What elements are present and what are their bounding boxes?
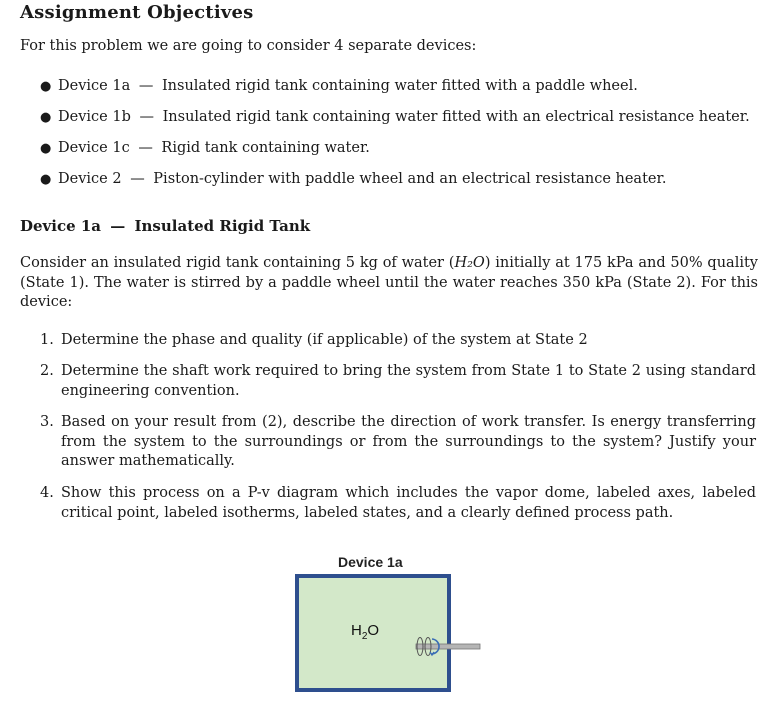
device-desc: Insulated rigid tank containing water fitted with an electrical resistance heater. (162, 109, 750, 125)
list-item: 1. Determine the phase and quality (if applicable) of the system at State 2 (40, 332, 588, 348)
section-title: Insulated Rigid Tank (134, 217, 311, 235)
list-item (40, 170, 760, 201)
list-item (40, 108, 760, 139)
device-name: Device 1c (58, 140, 130, 156)
bullet-icon: ● (40, 79, 52, 94)
device-desc: Rigid tank containing water. (161, 140, 370, 156)
list-item: 3. Based on your result from (2), describe the direction of work transfer. Is energy transferring from the system to the surroundings or from the surroundings to the system? Justify your answer mathematically. (40, 414, 756, 469)
dash-separator: — (110, 217, 126, 235)
dash-separator: — (138, 78, 154, 94)
bullet-icon: ● (40, 141, 52, 156)
device-name: Device 1a (58, 78, 131, 94)
problem-statement: Consider an insulated rigid tank containing 5 kg of water (H₂O) initially at 175 kPa and 50% quality (State 1). The water is stirred by a paddle wheel until the water reaches 350 kPa (State 2). For this device: (20, 255, 758, 310)
device-list (40, 77, 760, 201)
section-heading (20, 217, 310, 235)
intro-text: For this problem we are going to consider 4 separate devices: (20, 38, 477, 54)
list-item (40, 139, 760, 170)
device-name: Device 1b (58, 109, 131, 125)
bullet-icon: ● (40, 110, 52, 125)
device-figure (290, 552, 490, 702)
paddle-wheel-icon (402, 634, 482, 660)
list-item: 2. Determine the shaft work required to bring the system from State 1 to State 2 using standard engineering convention. (40, 363, 756, 399)
bullet-icon: ● (40, 172, 52, 187)
device-desc: Insulated rigid tank containing water fitted with a paddle wheel. (161, 78, 638, 94)
dash-separator: — (138, 140, 153, 156)
water-formula: H₂O (454, 255, 485, 271)
list-item: 4. Show this process on a P-v diagram which includes the vapor dome, labeled axes, labeled critical point, labeled isotherms, labeled states, and a clearly defined process path. (40, 485, 756, 521)
water-label: $H_2O$ (351, 622, 380, 642)
list-item (40, 77, 760, 108)
device-desc: Piston-cylinder with paddle wheel and an electrical resistance heater. (153, 171, 667, 187)
dash-separator: — (139, 109, 154, 125)
figure-title: Device 1a (338, 554, 403, 570)
section-device: Device 1a (20, 217, 102, 235)
dash-separator: — (130, 171, 145, 187)
page-title: Assignment Objectives (20, 2, 254, 23)
device-name: Device 2 (58, 171, 122, 187)
